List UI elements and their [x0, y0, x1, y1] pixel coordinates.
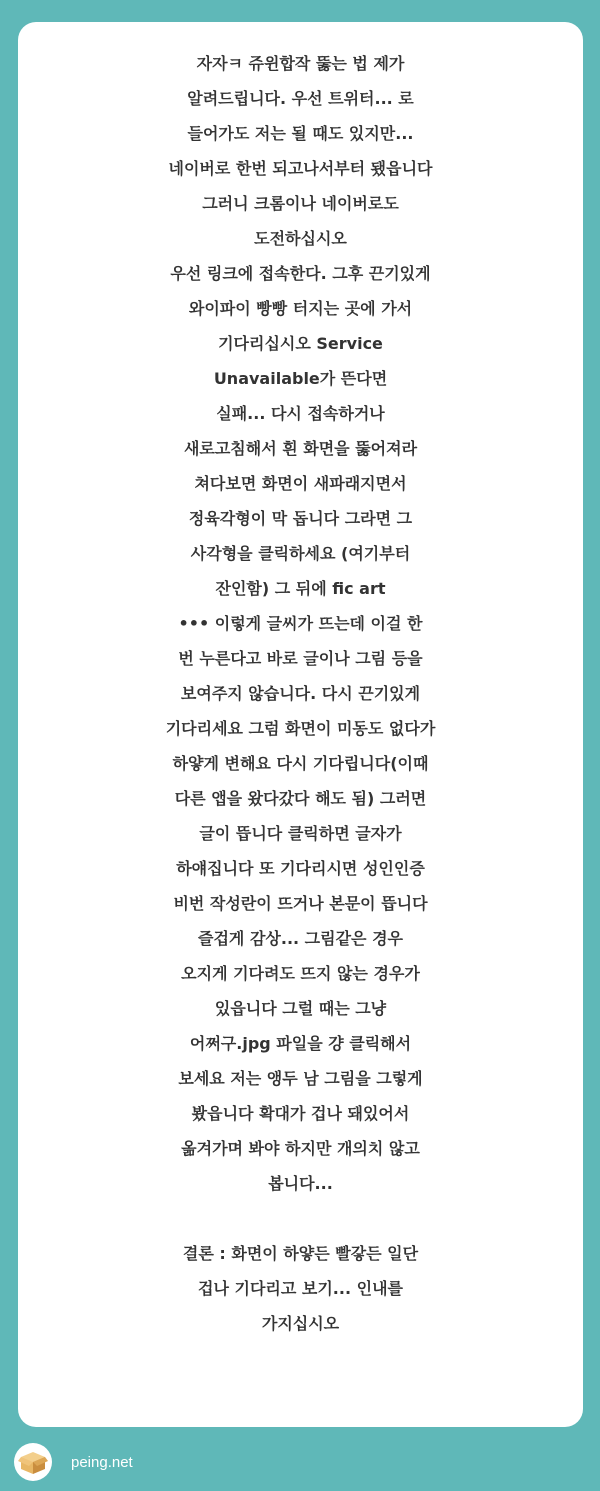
post-line: 네이버로 한번 되고나서부터 됐읍니다: [168, 159, 433, 178]
post-line: 보여주지 않습니다. 다시 끈기있게: [180, 684, 421, 703]
brand-name[interactable]: peing.net: [71, 1453, 133, 1471]
post-line: 새로고침해서 흰 화면을 뚫어져라: [183, 439, 418, 458]
post-line: ••• 이렇게 글씨가 뜨는데 이걸 한: [178, 614, 423, 633]
post-line: 도전하십시오: [254, 229, 347, 248]
post-line: 들어가도 저는 될 때도 있지만...: [187, 124, 414, 143]
post-line: 그러니 크롬이나 네이버로도: [202, 194, 399, 213]
post-line: 다른 앱을 왔다갔다 해도 됨) 그러면: [174, 789, 427, 808]
footer: [14, 1442, 133, 1482]
post-line: 봅니다...: [268, 1174, 333, 1193]
post-line: 봤읍니다 확대가 겁나 돼있어서: [191, 1104, 410, 1123]
post-card: [18, 22, 583, 1427]
post-line: 실패... 다시 접속하거나: [216, 404, 385, 423]
post-line: 알려드립니다. 우선 트위터... 로: [187, 89, 414, 108]
post-line: 결론 : 화면이 하얗든 빨갛든 일단: [182, 1244, 419, 1263]
post-line: 정육각형이 막 돕니다 그라면 그: [188, 509, 413, 528]
peing-logo[interactable]: [14, 1443, 52, 1481]
post-line: 우선 링크에 접속한다. 그후 끈기있게: [170, 264, 431, 283]
post-line: 잔인함) 그 뒤에 fic art: [215, 579, 386, 598]
post-line: 즐겁게 감상... 그림같은 경우: [198, 929, 403, 948]
post-line: [18, 1206, 583, 1241]
post-line: 글이 뜹니다 클릭하면 글자가: [199, 824, 402, 843]
post-line: 하얗게 변해요 다시 기다립니다(이때: [172, 754, 429, 773]
post-line: 보세요 저는 앵두 남 그림을 그렇게: [178, 1069, 423, 1088]
cardboard-box-icon: [18, 1447, 48, 1477]
post-line: 기다리십시오 Service: [218, 334, 383, 353]
post-line: 가지십시오: [261, 1314, 340, 1333]
post-line: 사각형을 클릭하세요 (여기부터: [190, 544, 411, 563]
post-line: 기다리세요 그럼 화면이 미동도 없다가: [165, 719, 436, 738]
post-line: 옮겨가며 봐야 하지만 개의치 않고: [181, 1139, 420, 1158]
post-body: [18, 51, 583, 1346]
post-line: 오지게 기다려도 뜨지 않는 경우가: [181, 964, 420, 983]
post-line: 번 누른다고 바로 글이나 그림 등을: [178, 649, 423, 668]
post-line: 하얘집니다 또 기다리시면 성인인증: [176, 859, 425, 878]
post-line: 어쩌구.jpg 파일을 걍 클릭해서: [189, 1034, 412, 1053]
post-line: 겁나 기다리고 보기... 인내를: [198, 1279, 403, 1298]
post-line: 비번 작성란이 뜨거나 본문이 뜹니다: [173, 894, 428, 913]
post-line: 쳐다보면 화면이 새파래지면서: [194, 474, 407, 493]
post-line: 있읍니다 그럴 때는 그냥: [214, 999, 387, 1018]
post-line: 와이파이 빵빵 터지는 곳에 가서: [188, 299, 413, 318]
post-line: Unavailable가 뜬다면: [213, 369, 388, 388]
post-line: 자자ㅋ 쥬윈합작 뚫는 법 제가: [196, 54, 405, 73]
